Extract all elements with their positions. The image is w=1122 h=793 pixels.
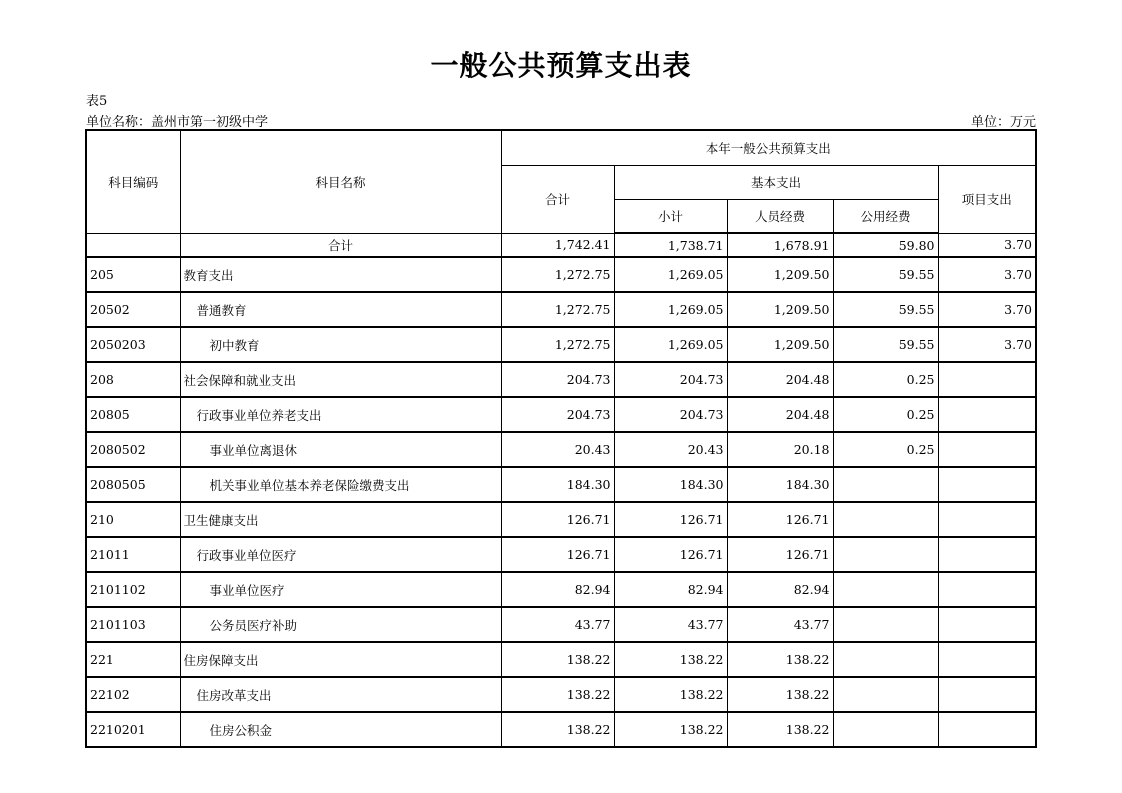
table-row [86,502,1036,537]
row-total: 20.43 [501,432,614,467]
row-personnel: 204.48 [727,362,833,397]
unit-name-label: 单位名称： [86,115,152,130]
row-personnel: 43.77 [727,607,833,642]
row-project [938,432,1036,467]
row-code: 221 [86,642,180,677]
row-total: 138.22 [501,642,614,677]
row-name: 卫生健康支出 [180,502,501,537]
row-code: 21011 [86,537,180,572]
row-name: 住房公积金 [180,712,501,747]
page-title: 一般公共预算支出表 [430,49,692,82]
row-name: 住房保障支出 [180,642,501,677]
table-row [86,327,1036,362]
row-code: 2101103 [86,607,180,642]
row-code: 2050203 [86,327,180,362]
row-total: 82.94 [501,572,614,607]
header-code: 科目编码 [86,130,180,233]
row-personnel: 1,209.50 [727,292,833,327]
row-public: 0.25 [833,362,938,397]
row-subtotal: 1,269.05 [614,327,727,362]
row-total: 43.77 [501,607,614,642]
row-personnel: 126.71 [727,502,833,537]
row-project [938,467,1036,502]
table-row [86,712,1036,747]
row-public: 0.25 [833,397,938,432]
total-subtotal: 1,738.71 [614,233,727,257]
row-subtotal: 204.73 [614,362,727,397]
row-project: 3.70 [938,292,1036,327]
row-project [938,642,1036,677]
table-row [86,362,1036,397]
header-group: 本年一般公共预算支出 [501,130,1036,165]
row-code: 208 [86,362,180,397]
row-total: 126.71 [501,537,614,572]
row-project: 3.70 [938,257,1036,292]
row-code: 2080502 [86,432,180,467]
row-name: 普通教育 [180,292,501,327]
header-total: 合计 [501,165,614,233]
total-row [86,233,1036,257]
row-total: 204.73 [501,397,614,432]
table-row [86,397,1036,432]
row-name: 行政事业单位医疗 [180,537,501,572]
row-public [833,607,938,642]
row-public: 59.55 [833,292,938,327]
header-basic: 基本支出 [614,165,938,199]
table-row [86,642,1036,677]
currency-unit-line [971,111,1036,130]
header-public: 公用经费 [833,199,938,233]
row-total: 138.22 [501,677,614,712]
row-public: 59.55 [833,257,938,292]
row-project [938,502,1036,537]
table-row [86,572,1036,607]
row-total: 1,272.75 [501,292,614,327]
row-name: 住房改革支出 [180,677,501,712]
table-row [86,257,1036,292]
row-project [938,362,1036,397]
row-subtotal: 138.22 [614,712,727,747]
total-total: 1,742.41 [501,233,614,257]
row-name: 初中教育 [180,327,501,362]
row-code: 20502 [86,292,180,327]
row-total: 184.30 [501,467,614,502]
row-personnel: 1,209.50 [727,327,833,362]
row-personnel: 82.94 [727,572,833,607]
row-subtotal: 82.94 [614,572,727,607]
row-total: 1,272.75 [501,327,614,362]
table-row [86,537,1036,572]
row-subtotal: 126.71 [614,537,727,572]
unit-name-value: 盖州市第一初级中学 [151,115,269,130]
row-code: 2210201 [86,712,180,747]
row-public [833,502,938,537]
row-project [938,537,1036,572]
table-row [86,432,1036,467]
row-public [833,572,938,607]
row-project [938,397,1036,432]
row-personnel: 204.48 [727,397,833,432]
row-code: 2080505 [86,467,180,502]
table-row [86,292,1036,327]
row-subtotal: 126.71 [614,502,727,537]
header-personnel: 人员经费 [727,199,833,233]
row-total: 1,272.75 [501,257,614,292]
row-total: 204.73 [501,362,614,397]
row-project [938,677,1036,712]
unit-name-line [86,111,268,130]
row-name: 事业单位医疗 [180,572,501,607]
row-project [938,572,1036,607]
row-project: 3.70 [938,327,1036,362]
row-name: 行政事业单位养老支出 [180,397,501,432]
row-subtotal: 138.22 [614,642,727,677]
row-personnel: 1,209.50 [727,257,833,292]
row-public [833,712,938,747]
total-name: 合计 [180,233,501,257]
unit-value: 万元 [1009,115,1036,130]
row-subtotal: 204.73 [614,397,727,432]
row-code: 2101102 [86,572,180,607]
row-personnel: 184.30 [727,467,833,502]
header-name: 科目名称 [180,130,501,233]
row-code: 20805 [86,397,180,432]
row-personnel: 138.22 [727,677,833,712]
table-row [86,607,1036,642]
row-public [833,677,938,712]
table-row [86,677,1036,712]
row-subtotal: 1,269.05 [614,292,727,327]
row-subtotal: 1,269.05 [614,257,727,292]
row-name: 机关事业单位基本养老保险缴费支出 [180,467,501,502]
row-code: 22102 [86,677,180,712]
row-project [938,607,1036,642]
row-public [833,537,938,572]
table-row [86,467,1036,502]
row-total: 138.22 [501,712,614,747]
total-code [86,233,180,257]
budget-expenditure-table [85,129,1037,748]
row-public: 59.55 [833,327,938,362]
total-project: 3.70 [938,233,1036,257]
row-code: 210 [86,502,180,537]
row-subtotal: 184.30 [614,467,727,502]
row-personnel: 20.18 [727,432,833,467]
row-name: 教育支出 [180,257,501,292]
row-subtotal: 20.43 [614,432,727,467]
row-public [833,467,938,502]
total-personnel: 1,678.91 [727,233,833,257]
table-number: 表5 [86,94,108,109]
row-personnel: 138.22 [727,712,833,747]
row-name: 事业单位离退休 [180,432,501,467]
row-subtotal: 43.77 [614,607,727,642]
header-subtotal: 小计 [614,199,727,233]
row-code: 205 [86,257,180,292]
header-project: 项目支出 [938,165,1036,233]
row-total: 126.71 [501,502,614,537]
row-subtotal: 138.22 [614,677,727,712]
row-personnel: 138.22 [727,642,833,677]
total-public: 59.80 [833,233,938,257]
row-personnel: 126.71 [727,537,833,572]
row-public: 0.25 [833,432,938,467]
row-name: 公务员医疗补助 [180,607,501,642]
row-name: 社会保障和就业支出 [180,362,501,397]
row-public [833,642,938,677]
row-project [938,712,1036,747]
unit-label: 单位： [970,115,1010,130]
